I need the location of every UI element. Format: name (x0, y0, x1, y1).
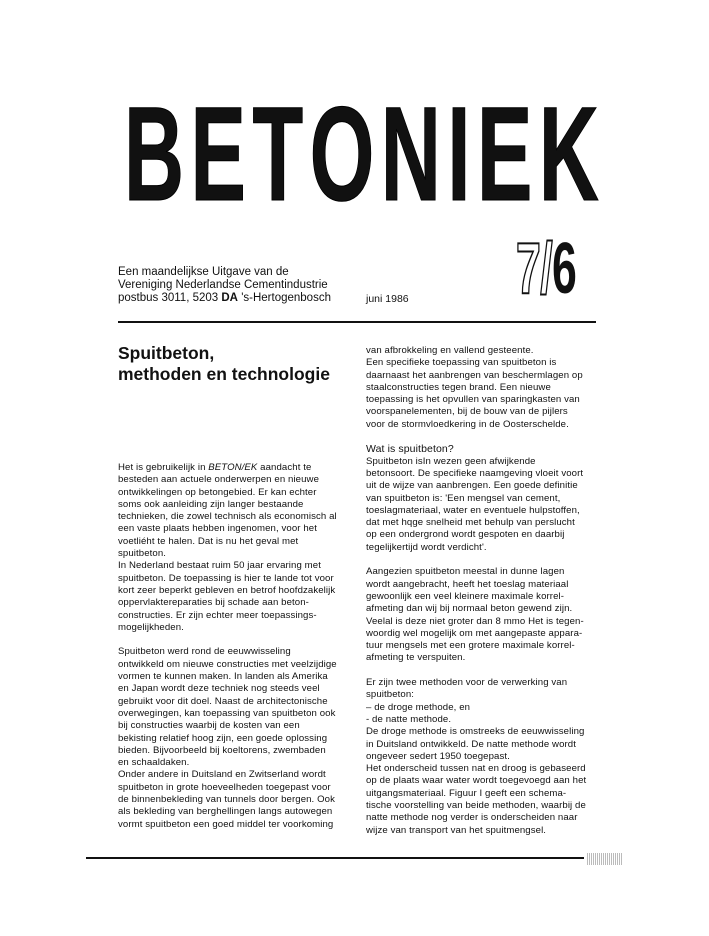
article-column-right (366, 345, 598, 837)
text-line: wijze van transport van het spuitmengsel. (366, 824, 547, 836)
text-line: tuur mengsels met een grotere maximale korrel- (366, 640, 575, 652)
text-line: in Duitsland ontwikkeld. De natte methode wordt (366, 738, 577, 750)
text-line: vormt spuitbeton een goed middel ter voorkoming (118, 818, 334, 830)
text-line: Spuitbeton isIn wezen geen afwijkende (366, 455, 536, 467)
masthead-letter: B (124, 80, 183, 229)
text-line: Het onderscheid tussen nat en droog is gebaseerd (366, 763, 586, 775)
masthead-letter: O (309, 80, 374, 229)
text-line: – de droge methode, en (366, 701, 471, 713)
text-line: Het is gebruikelijk in BETON/EK aandacht te (118, 462, 312, 473)
paragraph-gap (366, 554, 598, 566)
column-right-body (366, 456, 598, 837)
article-title (118, 343, 330, 385)
text-line: toeslagmateriaal, water en eventuele hulpstoffen, (366, 504, 580, 516)
article-title-line: methoden en technologie (118, 364, 330, 384)
text-line: voor de stormvloedkering in de Oosterschelde. (366, 418, 569, 430)
masthead-letter: E (476, 80, 532, 229)
text-line: op een ondergrond wordt gespoten en daarbij (366, 529, 565, 541)
publisher-line: Vereniging Nederlandse Cementindustrie (118, 279, 328, 291)
text-line: soms ook aanleiding zijn langer bestaande (118, 498, 304, 510)
text-line: kort zeer beperkt gebleven en betrof hoofdzakelijk (118, 584, 336, 596)
text-line: technieken, die zowel technisch als economisch al (118, 511, 337, 523)
text-line: en schaaldaken. (118, 757, 190, 769)
header-divider (118, 321, 596, 323)
text-line: spuitbeton in grote hoeveelheden toegepast voor (118, 781, 331, 793)
paragraph-gap (366, 431, 598, 443)
text-line: en Japan wordt deze techniek nog steeds veel (118, 683, 320, 695)
text-line: besteden aan actuele onderwerpen en nieuwe (118, 474, 320, 486)
magazine-name: BETON/EK (208, 462, 258, 473)
footer-divider (86, 857, 584, 859)
masthead-letter: N (380, 80, 440, 229)
masthead-letter: E (190, 80, 245, 229)
text-line: Een specifieke toepassing van spuitbeton is (366, 357, 557, 369)
article-column-left (118, 462, 360, 831)
text-line: daarnaast het aanbrengen van beschermlagen op (366, 369, 583, 381)
text-line: afmeting te verspuiten. (366, 652, 466, 664)
text-line: uitgangsmateriaal. Figuur I geeft een schema- (366, 787, 567, 799)
masthead-letter: K (538, 80, 598, 229)
text-line: gewoonlijk een veel kleinere maximale korrel- (366, 590, 565, 602)
text-line: woordig wel mogelijk om met aangepaste appara- (366, 627, 583, 639)
text-line: dat met hqge snelheid met behulp van perslucht (366, 517, 575, 529)
text-line: van afbrokkeling en vallend gesteente. (366, 345, 534, 356)
issue-number (516, 229, 577, 309)
text-line: mogelijkheden. (118, 621, 184, 633)
text-line: toepassing is het opvullen van sparingkasten van (366, 394, 580, 406)
text-line: bekisting relatief hoog zijn, een goede oplossing (118, 732, 328, 744)
publisher-city: 's-Hertogenbosch (238, 292, 331, 304)
printer-mark (587, 853, 622, 865)
publisher-postbus: postbus 3011, 5203 (118, 292, 222, 304)
text-line: overwegingen, kan toepassing van spuitbeton ook (118, 707, 336, 719)
column-right-intro (366, 345, 598, 431)
text-line: constructies. Er zijn echter meer toepassings- (118, 609, 317, 621)
publisher-postcode-letters: DA (221, 292, 238, 304)
text-line: Onder andere in Duitsland en Zwitserland wordt (118, 769, 326, 781)
paragraph-gap (366, 665, 598, 677)
masthead-letter: I (447, 80, 470, 229)
text-line: de binnenbekleding van tunnels door bergen. Ook (118, 794, 335, 806)
text-line: voetliéht te halen. Dat is nu het geval met (118, 535, 299, 547)
text-line: Veelal is deze niet groter dan 8 mmo Het is tegen- (366, 615, 584, 627)
text-line: In Nederland bestaat ruim 50 jaar ervaring met (118, 560, 321, 572)
text-line: betonsoort. De specifieke naamgeving vloeit voort (366, 467, 584, 479)
issue-date: juni 1986 (366, 293, 409, 305)
text-line: gebruikt voor dit doel. Naast de architectonische (118, 695, 328, 707)
issue-number-outline: 7/ (516, 229, 552, 309)
text-line: van spuitbeton is: 'Een mengsel van cement, (366, 492, 561, 504)
text-line: De droge methode is omstreeks de eeuwwisseling (366, 726, 585, 738)
masthead-letter: T (252, 80, 302, 229)
text-line: tegelijkertijd wordt verdicht'. (366, 541, 487, 553)
text-line: wordt aangebracht, heeft het toeslag materiaal (366, 578, 569, 590)
text-line: afmeting dan wij bij normaal beton gewend zijn. (366, 603, 573, 615)
text-line: natte methode nog verder is onderscheiden naar (366, 812, 578, 824)
text-line: een vaste plaats hebben ingenomen, voor het (118, 523, 317, 535)
text-line: uit de wijze van aanbrengen. Een goede definitie (366, 480, 578, 492)
text-line: Aangezien spuitbeton meestal in dunne lagen (366, 566, 565, 578)
article-title-line: Spuitbeton, (118, 343, 215, 363)
text-line: oppervlaktereparaties bij schade aan beton- (118, 597, 309, 609)
text-line: tische voorstelling van beide methoden, waarbij de (366, 799, 586, 811)
publisher-info (118, 266, 331, 305)
publisher-address (118, 292, 331, 305)
text-line: - de natte methode. (366, 713, 452, 725)
text-line: staalconstructies tegen brand. Een nieuwe (366, 381, 551, 393)
text-line: op de plaats waar water wordt toegevoegd aan het (366, 775, 587, 787)
text-line: vormen te kunnen maken. In landen als Amerika (118, 671, 328, 683)
publisher-line: Een maandelijkse Uitgave van de (118, 266, 289, 278)
text-line: spuitbeton: (366, 689, 415, 701)
text-line: ongeveer sedert 1950 toegepast. (366, 750, 510, 762)
text-line: Spuitbeton werd rond de eeuwwisseling (118, 646, 291, 658)
text-line: bij constructies waarbij de kosten van een (118, 720, 300, 732)
text-line: bieden. Bijvoorbeeld bij koeltorens, zwembaden (118, 744, 326, 756)
text-line: Er zijn twee methoden voor de verwerking van (366, 677, 568, 689)
text-line: spuitbeton. De toepassing is hier te lande tot voor (118, 572, 334, 584)
text-line: voorspanelementen, bij de bouw van de pijlers (366, 406, 568, 418)
text-line: ontwikkeld om nieuwe constructies met veelzijdige (118, 658, 337, 670)
text-line: ontwikkelingen op betongebied. Er kan echter (118, 486, 317, 498)
paragraph-gap (118, 634, 360, 646)
text-line: als bekleding van berghellingen langs autowegen (118, 806, 333, 818)
section-heading: Wat is spuitbeton? (366, 443, 454, 456)
masthead-title (124, 80, 598, 229)
text-line: spuitbeton. (118, 548, 167, 560)
issue-number-solid: 6 (551, 229, 577, 309)
